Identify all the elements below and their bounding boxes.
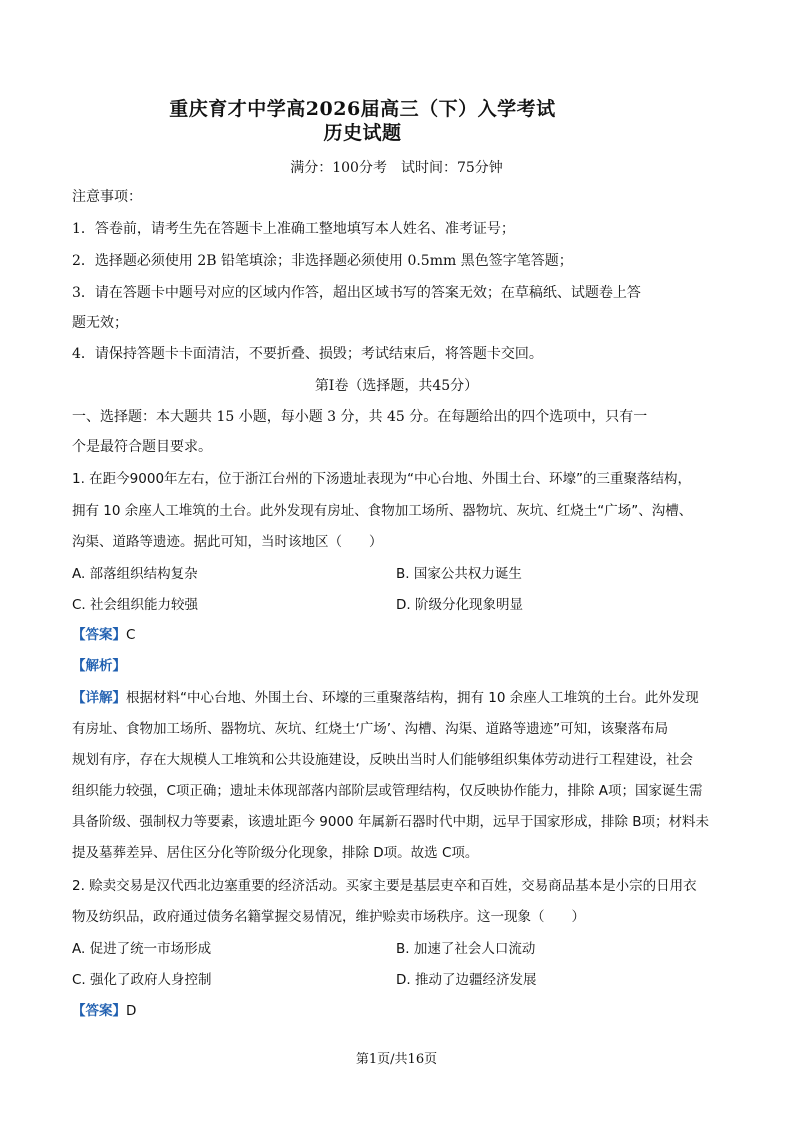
answer-tag: 【答案】 <box>72 627 126 643</box>
answer-tag: 【答案】 <box>72 1003 126 1019</box>
q1-detail <box>72 688 732 708</box>
q1-detail-4: 组织能力较强，C项正确；遗址未体现部落内部阶层或管理结构，仅反映协作能力，排除 A项；国家诞生需 <box>72 783 703 799</box>
section-instruction-cont: 个是最符合题目要求。 <box>72 439 212 455</box>
section-instruction: 一、选择题：本大题共 15 小题，每小题 3 分，共 45 分。在每题给出的四个选项中，只有一 <box>72 409 648 425</box>
q1-option-a: A. 部落组织结构复杂 <box>72 566 198 582</box>
q1-detail-6: 提及墓葬差异、居住区分化等阶级分化现象，排除 D项。故选 C项。 <box>72 845 479 861</box>
q2-stem-2: 物及纺织品，政府通过债务名籍掌握交易情况，维护赊卖市场秩序。这一现象（ ） <box>72 909 585 925</box>
answer-value: C <box>126 627 136 643</box>
q2-option-c: C. 强化了政府人身控制 <box>72 972 212 988</box>
q1-analysis-heading <box>72 656 732 676</box>
section-title: 第Ⅰ卷（选择题，共45分） <box>314 378 479 394</box>
exam-title: 重庆育才中学高2026届高三（下）入学考试 <box>169 98 556 120</box>
q1-stem-2: 拥有 10 余座人工堆筑的土台。此外发现有房址、食物加工场所、器物坑、灰坑、红烧土“广场”、沟槽、 <box>72 503 693 519</box>
notice-heading: 注意事项： <box>72 189 142 205</box>
q1-detail-5: 具备阶级、强制权力等要素，该遗址距今 9000 年属新石器时代中期，远早于国家形成，排除 B项；材料未 <box>72 814 709 830</box>
q1-detail-2: 有房址、食物加工场所、器物坑、灰坑、红烧土‘广场’、沟槽、沟渠、道路等遗迹”可知，该聚落布局 <box>72 721 669 737</box>
q2-option-b: B. 加速了社会人口流动 <box>396 941 536 957</box>
detail-tag: 【详解】 <box>72 690 126 706</box>
notice-item-1: 1．答卷前，请考生先在答题卡上准确工整地填写本人姓名、准考证号； <box>72 221 515 237</box>
page-number: 第1页/共16页 <box>355 1052 438 1067</box>
q2-stem: 2. 赊卖交易是汉代西北边塞重要的经济活动。买家主要是基层吏卒和百姓，交易商品基本是小宗的日用衣 <box>72 878 697 894</box>
q1-answer <box>72 625 732 645</box>
notice-item-4: 4．请保持答题卡卡面清洁，不要折叠、损毁；考试结束后，将答题卡交回。 <box>72 346 543 362</box>
detail-text: 根据材料“中心台地、外围土台、环壕的三重聚落结构，拥有 10 余座人工堆筑的土台。此外发现 <box>126 690 699 706</box>
notice-item-2: 2．选择题必须使用 2B 铅笔填涂；非选择题必须使用 0.5mm 黑色签字笔答题； <box>72 253 573 269</box>
notice-item-3: 3．请在答题卡中题号对应的区域内作答，超出区域书写的答案无效；在草稿纸、试题卷上答 <box>72 285 641 301</box>
analysis-tag: 【解析】 <box>72 658 126 674</box>
exam-score-time: 满分：100分考 试时间：75分钟 <box>290 160 503 176</box>
q2-option-d: D. 推动了边疆经济发展 <box>396 972 537 988</box>
q1-detail-3: 规划有序，存在大规模人工堆筑和公共设施建设，反映出当时人们能够组织集体劳动进行工程建设，社会 <box>72 752 693 768</box>
exam-subject-title: 历史试题 <box>323 122 402 144</box>
q2-option-a: A. 促进了统一市场形成 <box>72 941 212 957</box>
notice-item-3-cont: 题无效； <box>72 315 128 331</box>
q1-stem-3: 沟渠、道路等遗迹。据此可知，当时该地区（ ） <box>72 534 383 550</box>
q1-stem: 1. 在距今9000年左右，位于浙江台州的下汤遗址表现为“中心台地、外围土台、环壕”的三重聚落结构， <box>72 471 692 487</box>
q2-answer <box>72 1001 732 1021</box>
q1-option-c: C. 社会组织能力较强 <box>72 597 199 613</box>
answer-value: D <box>126 1003 137 1019</box>
q1-option-d: D. 阶级分化现象明显 <box>396 597 523 613</box>
q1-option-b: B. 国家公共权力诞生 <box>396 566 522 582</box>
